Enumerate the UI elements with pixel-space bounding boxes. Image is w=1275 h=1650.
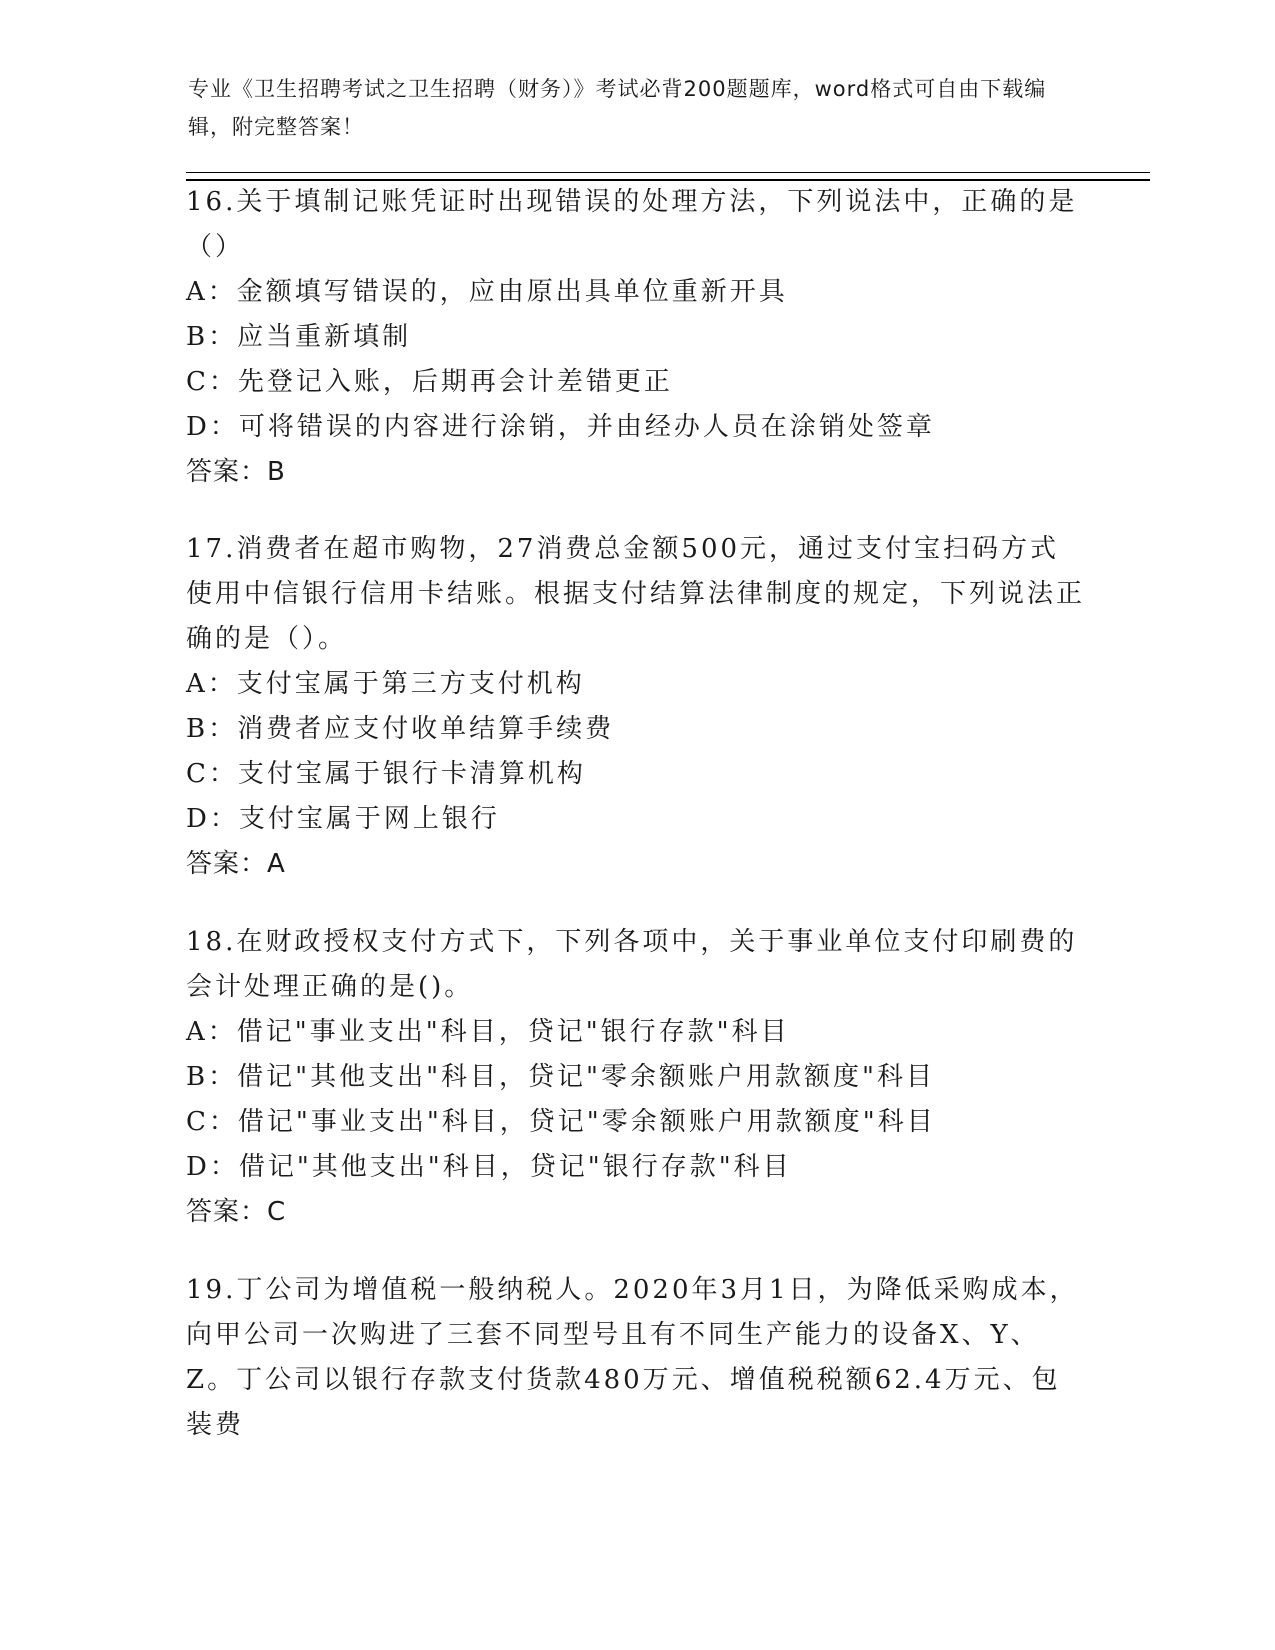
question-text: 18.在财政授权支付方式下，下列各项中，关于事业单位支付印刷费的会计处理正确的是()。 <box>186 927 1078 1002</box>
option-a: A：借记"事业支出"科目，贷记"银行存款"科目 <box>186 1017 790 1047</box>
option-b: B：应当重新填制 <box>186 322 412 352</box>
option-c: C：先登记入账，后期再会计差错更正 <box>186 367 673 397</box>
answer: 答案：A <box>186 849 286 879</box>
option-b: B：借记"其他支出"科目，贷记"零余额账户用款额度"科目 <box>186 1062 935 1092</box>
question-18 <box>186 920 1086 1235</box>
document-header: 专业《卫生招聘考试之卫生招聘（财务）》考试必背200题题库，word格式可自由下载编辑，附完整答案！ <box>188 77 1047 139</box>
header-divider-thin <box>186 172 1150 173</box>
question-17 <box>186 527 1086 887</box>
question-text: 16.关于填制记账凭证时出现错误的处理方法，下列说法中，正确的是（） <box>186 187 1078 262</box>
question-19 <box>186 1268 1086 1448</box>
option-c: C：支付宝属于银行卡清算机构 <box>186 759 586 789</box>
question-text: 17.消费者在超市购物，27消费总金额500元，通过支付宝扫码方式使用中信银行信用卡结账。根据支付结算法律制度的规定，下列说法正确的是（）。 <box>186 534 1086 654</box>
question-16 <box>186 180 1086 495</box>
option-b: B：消费者应支付收单结算手续费 <box>186 714 615 744</box>
answer: 答案：C <box>186 1197 287 1227</box>
option-c: C：借记"事业支出"科目，贷记"零余额账户用款额度"科目 <box>186 1107 936 1137</box>
option-a: A：金额填写错误的，应由原出具单位重新开具 <box>186 277 788 307</box>
option-d: D：支付宝属于网上银行 <box>186 804 500 834</box>
option-a: A：支付宝属于第三方支付机构 <box>186 669 585 699</box>
option-d: D：借记"其他支出"科目，贷记"银行存款"科目 <box>186 1152 792 1182</box>
question-text: 19.丁公司为增值税一般纳税人。2020年3月1日，为降低采购成本，向甲公司一次购进了三套不同型号且有不同生产能力的设备X、Y、Z。丁公司以银行存款支付货款480万元、增值税税额62.4万元、包装费 <box>186 1275 1079 1440</box>
option-d: D：可将错误的内容进行涂销，并由经办人员在涂销处签章 <box>186 412 935 442</box>
answer: 答案：B <box>186 457 286 487</box>
